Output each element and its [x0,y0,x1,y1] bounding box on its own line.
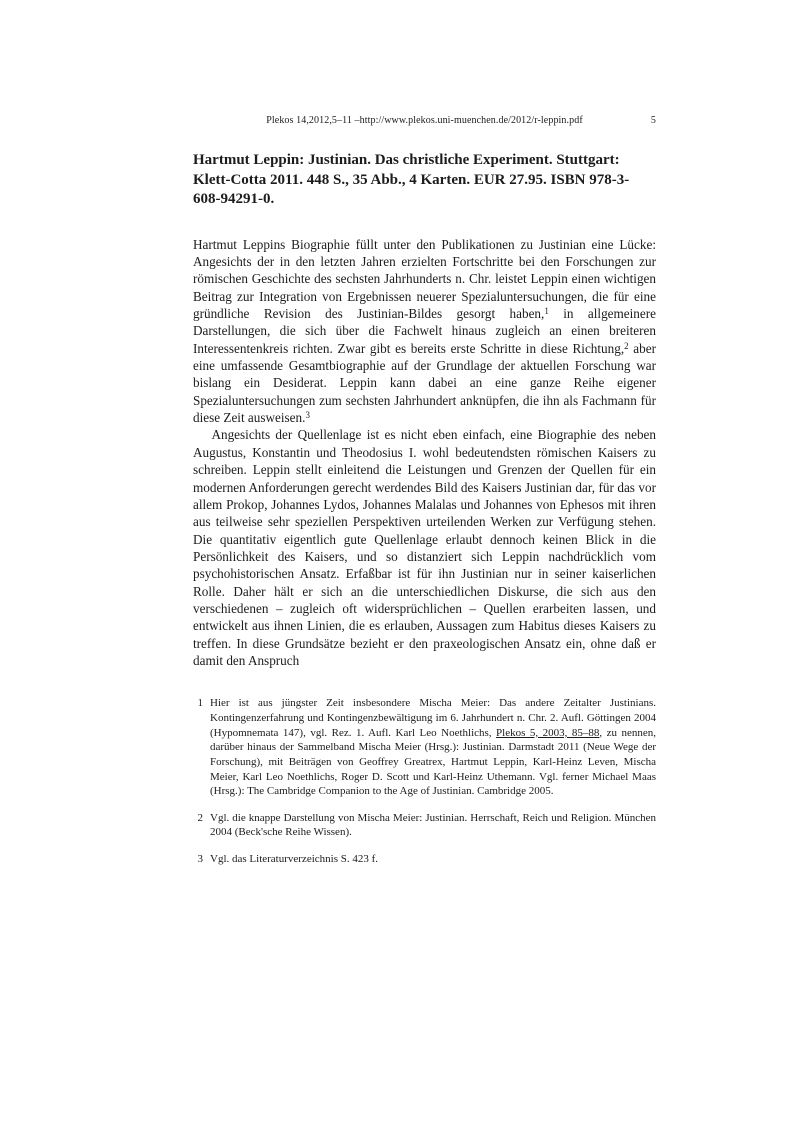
footnotes-section [193,696,656,866]
running-header [193,114,656,127]
footnote-2-number: 2 [197,811,203,824]
journal-citation-url: Plekos 14,2012,5–11 –http://www.plekos.uni-muenchen.de/2012/r-leppin.pdf [266,115,583,126]
text-column [193,114,656,867]
paragraph-1-text: Hartmut Leppins Biographie füllt unter den Publikationen zu Justinian eine Lücke: Angesichts der in den letzten Jahren erzielten Fortschritte bei den Forschungen zur römischen Geschichte des sechsten Jahrhunderts n. Chr. leistet Leppin einen wichtigen Beitrag zur Integration von Ergebnissen neuerer Spezialuntersuchungen, die für eine gründliche Revision des Justinian-Bildes gesorgt haben, [193,236,656,321]
page-number: 5 [650,115,656,126]
paragraph-2: Angesichts der Quellenlage ist es nicht eben einfach, eine Biographie des neben Augustus, Konstantin und Theodosius I. wohl bedeutendsten römischen Kaisers zu schreiben. Leppin stellt einleitend die Leistungen und Grenzen der Quellen für ein modernen Anforderungen gerecht werdendes Bild des Kaisers Justinian dar, für das vor allem Prokop, Johannes Lydos, Johannes Malalas und Johannes von Ephesos mit ihren aus teilweise sehr speziellen Perspektiven urteilenden Werken zur Verfügung stehen. Die quantitativ eigentlich gute Quellenlage erlaubt dennoch keinen Blick in die Persönlichkeit des Kaisers, und so distanziert sich Leppin nachdrücklich vom psychohistorischen Ansatz. Erfaßbar ist für ihn Justinian nur in seiner kaiserlichen Rolle. Daher hält er sich an die unterschiedlichen Diskurse, die sich aus den verschiedenen – zugleich oft widersprüchlichen – Quellen erarbeiten lassen, und entwickelt aus ihnen Linien, die es erlauben, Aussagen zum Habitus dieses Kaisers zu treffen. In diese Grundsätze bezieht er den praxeologischen Ansatz ein, ohne daß er damit den Anspruch [193,427,656,669]
paragraph-1 [193,236,656,427]
footnote-3-number: 3 [197,853,203,866]
footnote-2-text: Vgl. die knappe Darstellung von Mischa Meier: Justinian. Herrschaft, Reich und Religion. München 2004 (Beck'sche Reihe Wissen). [210,811,656,839]
footnote-3-text: Vgl. das Literaturverzeichnis S. 423 f. [210,853,379,866]
footnote-marker-2: 2 [624,340,629,351]
footnote-1-text [210,696,656,798]
footnote-2 [193,811,656,840]
review-heading: Hartmut Leppin: Justinian. Das christliche Experiment. Stuttgart: Klett-Cotta 2011. 448 S., 35 Abb., 4 Karten. EUR 27.95. ISBN 978-3-608-94291-0. [193,152,630,207]
paragraph-1-text: in allgemeinere Darstellungen, die sich über die Fachwelt hinaus zugleich an einen breiteren Interessentenkreis richten. Zwar gibt es bereits erste Schritte in diese Richtung, [193,305,657,356]
plekos-review-link[interactable]: Plekos 5, 2003, 85–88 [496,726,600,739]
paragraph-1-text: aber eine umfassende Gesamtbiographie auf der Grundlage der aktuellen Forschung war bislang ein Desiderat. Leppin kann dabei an eine ganze Reihe eigener Spezialuntersuchungen zum sechsten Jahrhundert anknüpfen, die ihn als Fachmann für diese Zeit ausweisen. [193,340,656,426]
footnote-1-text-before: Hier ist aus jüngster Zeit insbesondere Mischa Meier: Das andere Zeitalter Justinians. Kontingenzerfahrung und Kontingenzbewältigung im 6. Jahrhundert n. Chr. 2. Aufl. Göttingen 2004 (Hypomnemata 147), vgl. Rez. 1. Aufl. Karl Leo Noethlichs, [210,697,656,739]
footnote-1-number: 1 [197,697,203,710]
footnote-marker-1: 1 [544,305,549,316]
footnote-marker-3: 3 [305,410,310,421]
footnote-1 [193,696,656,798]
footnote-3 [193,852,656,867]
footnote-1-text-after: , zu nennen, darüber hinaus der Sammelband Mischa Meier (Hrsg.): Justinian. Darmstadt 2011 (Neue Wege der Forschung), mit Beiträgen von Geoffrey Greatrex, Hartmut Leppin, Karl-Heinz Leven, Mischa Meier, Karl Leo Noethlichs, Roger D. Scott und Karl-Heinz Uthemann. Vgl. ferner Michael Maas (Hrsg.): The Cambridge Companion to the Age of Justinian. Cambridge 2005. [210,726,657,798]
